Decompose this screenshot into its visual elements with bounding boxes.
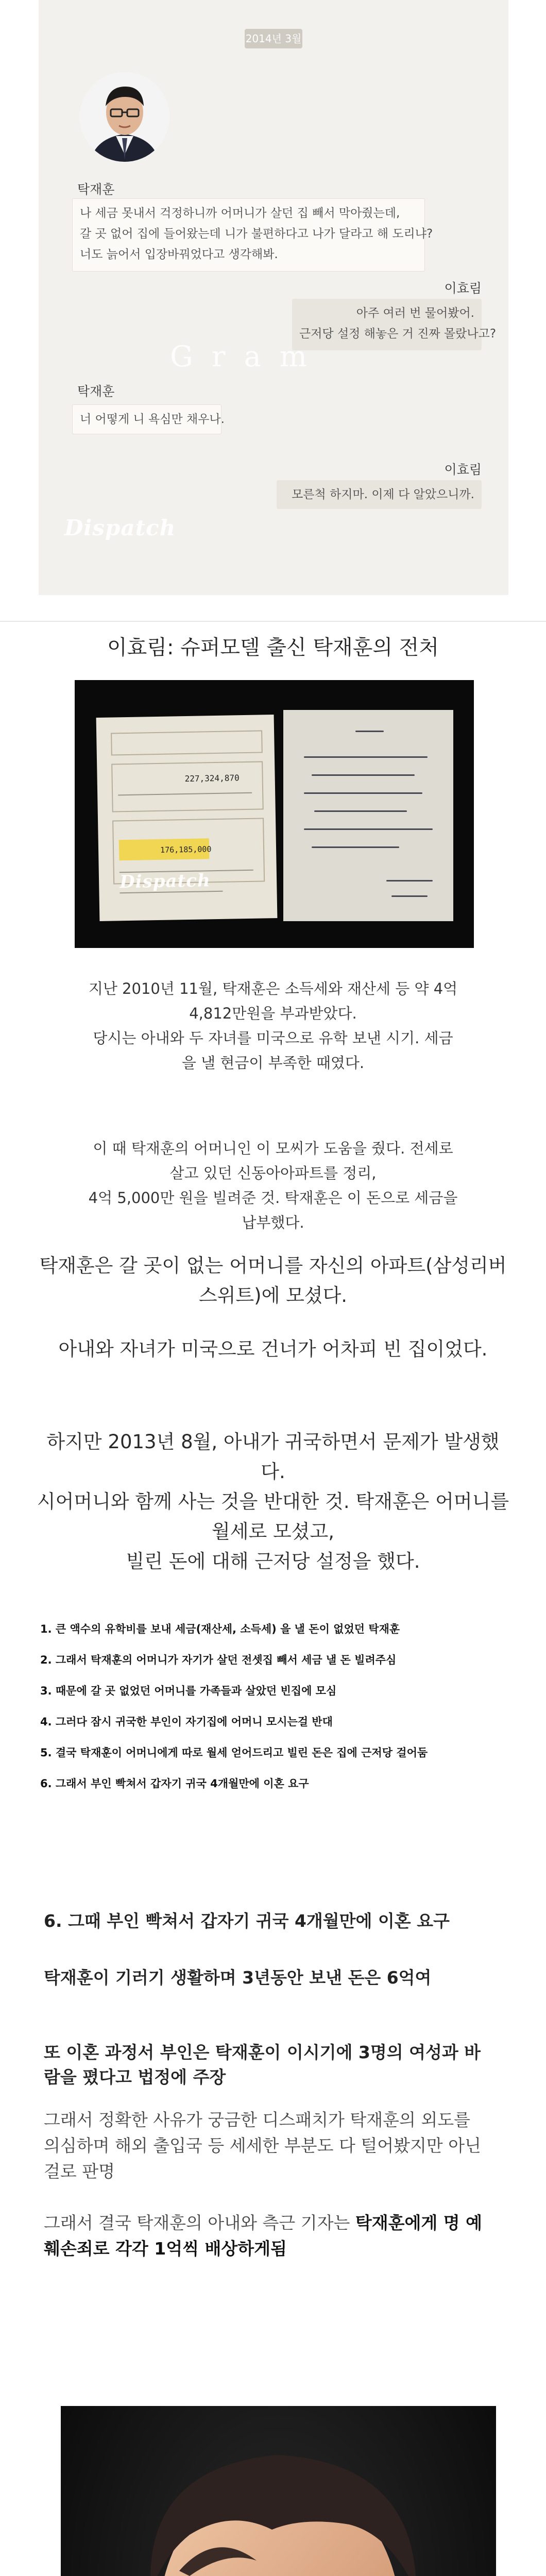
section-heading: 6. 그때 부인 빡쳐서 갑자기 귀국 4개월만에 이혼 요구 xyxy=(44,1911,450,1931)
list-item: 2. 그래서 탁재훈의 어머니가 자기가 살던 전셋집 빼서 세금 낼 돈 빌려주심 xyxy=(40,1654,397,1666)
text-line: 람을 폈다고 법정에 주장 xyxy=(44,2067,226,2087)
amount-1: 227,324,870 xyxy=(184,773,240,784)
text-line: 당시는 아내와 두 자녀를 미국으로 유학 보낸 시기. 세금 xyxy=(93,1029,453,1047)
dispatch-logo: Dispatch xyxy=(119,870,211,893)
text-line: 그래서 정확한 사유가 궁금한 디스패치가 탁재훈의 외도를 xyxy=(44,2110,471,2130)
text-line: 시어머니와 함께 사는 것을 반대한 것. 탁재훈은 어머니를 xyxy=(37,1490,509,1513)
paragraph xyxy=(0,1251,546,1311)
section-body xyxy=(44,2107,481,2184)
speaker-name: 이효림 xyxy=(444,462,482,477)
handwritten-note xyxy=(283,710,453,921)
chat-date: 2014년 3월 xyxy=(245,29,302,48)
text-line: 탁재훈은 갈 곳이 없는 어머니를 자신의 아파트(삼성리버 xyxy=(39,1255,507,1277)
list-item: 4. 그러다 잠시 귀국한 부인이 자기집에 어머니 모시는걸 반대 xyxy=(40,1716,333,1728)
text-line: 납부했다. xyxy=(242,1214,304,1231)
section-heading xyxy=(44,2040,481,2090)
text-line: 4,812만원을 부과받았다. xyxy=(189,1005,357,1022)
dispatch-logo: Dispatch xyxy=(64,515,176,540)
paragraph xyxy=(0,976,546,1075)
paragraph xyxy=(0,1136,546,1235)
speaker-name: 탁재훈 xyxy=(77,384,115,399)
text-line: 빌린 돈에 대해 근저당 설정을 했다. xyxy=(126,1550,420,1572)
chat-bubble xyxy=(277,480,482,509)
chat-bubble xyxy=(72,198,433,272)
chat-message: 너 어떻게 니 욕심만 채우나. xyxy=(80,413,225,426)
body-bold-text: 훼손죄로 각각 1억씩 배상하게됨 xyxy=(44,2239,287,2259)
chat-message: 너도 늙어서 입장바꿔었다고 생각해봐. xyxy=(80,248,278,261)
paragraph xyxy=(0,1427,546,1577)
paragraph: 아내와 자녀가 미국으로 건너가 어차피 빈 집이었다. xyxy=(58,1338,488,1360)
summary-list xyxy=(40,1620,428,1806)
section-body xyxy=(44,2210,482,2262)
speaker-name: 탁재훈 xyxy=(77,182,115,197)
list-item: 5. 결국 탁재훈이 어머니에게 따로 월세 얻어드리고 빌린 돈은 집에 근저당 걸어둠 xyxy=(40,1747,428,1759)
list-item: 1. 큰 액수의 유학비를 보내 세금(재산세, 소득세) 을 낼 돈이 없었던 탁재훈 xyxy=(40,1623,400,1635)
body-bold-text: 탁재훈에게 명 예 xyxy=(355,2213,482,2233)
portrait-photo xyxy=(61,2406,496,2576)
text-line: 지난 2010년 11월, 탁재훈은 소득세와 재산세 등 약 4억 xyxy=(88,980,458,997)
text-line: 하지만 2013년 8월, 아내가 귀국하면서 문제가 발생했 xyxy=(46,1431,500,1453)
gram-watermark: Gram xyxy=(170,340,326,374)
chat-capture xyxy=(39,0,508,595)
text-line: 살고 있던 신동아아파트를 정리, xyxy=(169,1164,377,1182)
amount-2: 176,185,000 xyxy=(160,844,212,855)
chat-message: 근저당 설정 해놓은 거 진짜 몰랐나고? xyxy=(299,327,497,341)
list-item: 6. 그래서 부인 빡쳐서 갑자기 귀국 4개월만에 이혼 요구 xyxy=(40,1777,309,1790)
body-text: 그래서 결국 탁재훈의 아내와 측근 기자는 xyxy=(44,2213,350,2233)
chat-message: 아주 여러 번 물어봤어. xyxy=(356,307,474,320)
document-photo xyxy=(75,680,474,948)
text-line: 걸로 판명 xyxy=(44,2161,115,2181)
section-heading: 탁재훈이 기러기 생활하며 3년동안 보낸 돈은 6억여 xyxy=(44,1968,432,1988)
portrait-image xyxy=(61,2406,496,2576)
text-line: 의심하며 해외 출입국 등 세세한 부분도 다 털어봤지만 아닌 xyxy=(44,2136,481,2156)
tax-receipt xyxy=(96,715,278,921)
chat-message: 나 세금 못내서 걱정하니까 어머니가 살던 집 빼서 막아줬는데, xyxy=(80,207,400,220)
list-item: 3. 때문에 갈 곳 없었던 어머니를 가족들과 살았던 빈집에 모심 xyxy=(40,1685,337,1697)
divider xyxy=(0,621,546,622)
chat-message: 갈 곳 없어 집에 들어왔는데 니가 불편하다고 나가 달라고 해 도리냐? xyxy=(80,227,433,241)
text-line: 을 낼 현금이 부족한 때였다. xyxy=(181,1054,365,1072)
text-line: 월세로 모셨고, xyxy=(212,1520,334,1543)
image-caption: 이효림: 슈퍼모델 출신 탁재훈의 전처 xyxy=(107,636,439,659)
text-line: 다. xyxy=(261,1461,285,1483)
text-line: 스위트)에 모셨다. xyxy=(198,1284,348,1307)
chat-message: 모른척 하지마. 이제 다 알았으니까. xyxy=(292,488,474,501)
speaker-name: 이효림 xyxy=(444,281,482,296)
avatar xyxy=(80,72,169,162)
text-line: 4억 5,000만 원을 빌려준 것. 탁재훈은 이 돈으로 세금을 xyxy=(88,1189,458,1207)
text-line: 또 이혼 과정서 부인은 탁재훈이 이시기에 3명의 여성과 바 xyxy=(44,2042,481,2062)
chat-bubble xyxy=(72,404,225,434)
text-line: 이 때 탁재훈의 어머니인 이 모씨가 도움을 줬다. 전세로 xyxy=(93,1140,453,1157)
